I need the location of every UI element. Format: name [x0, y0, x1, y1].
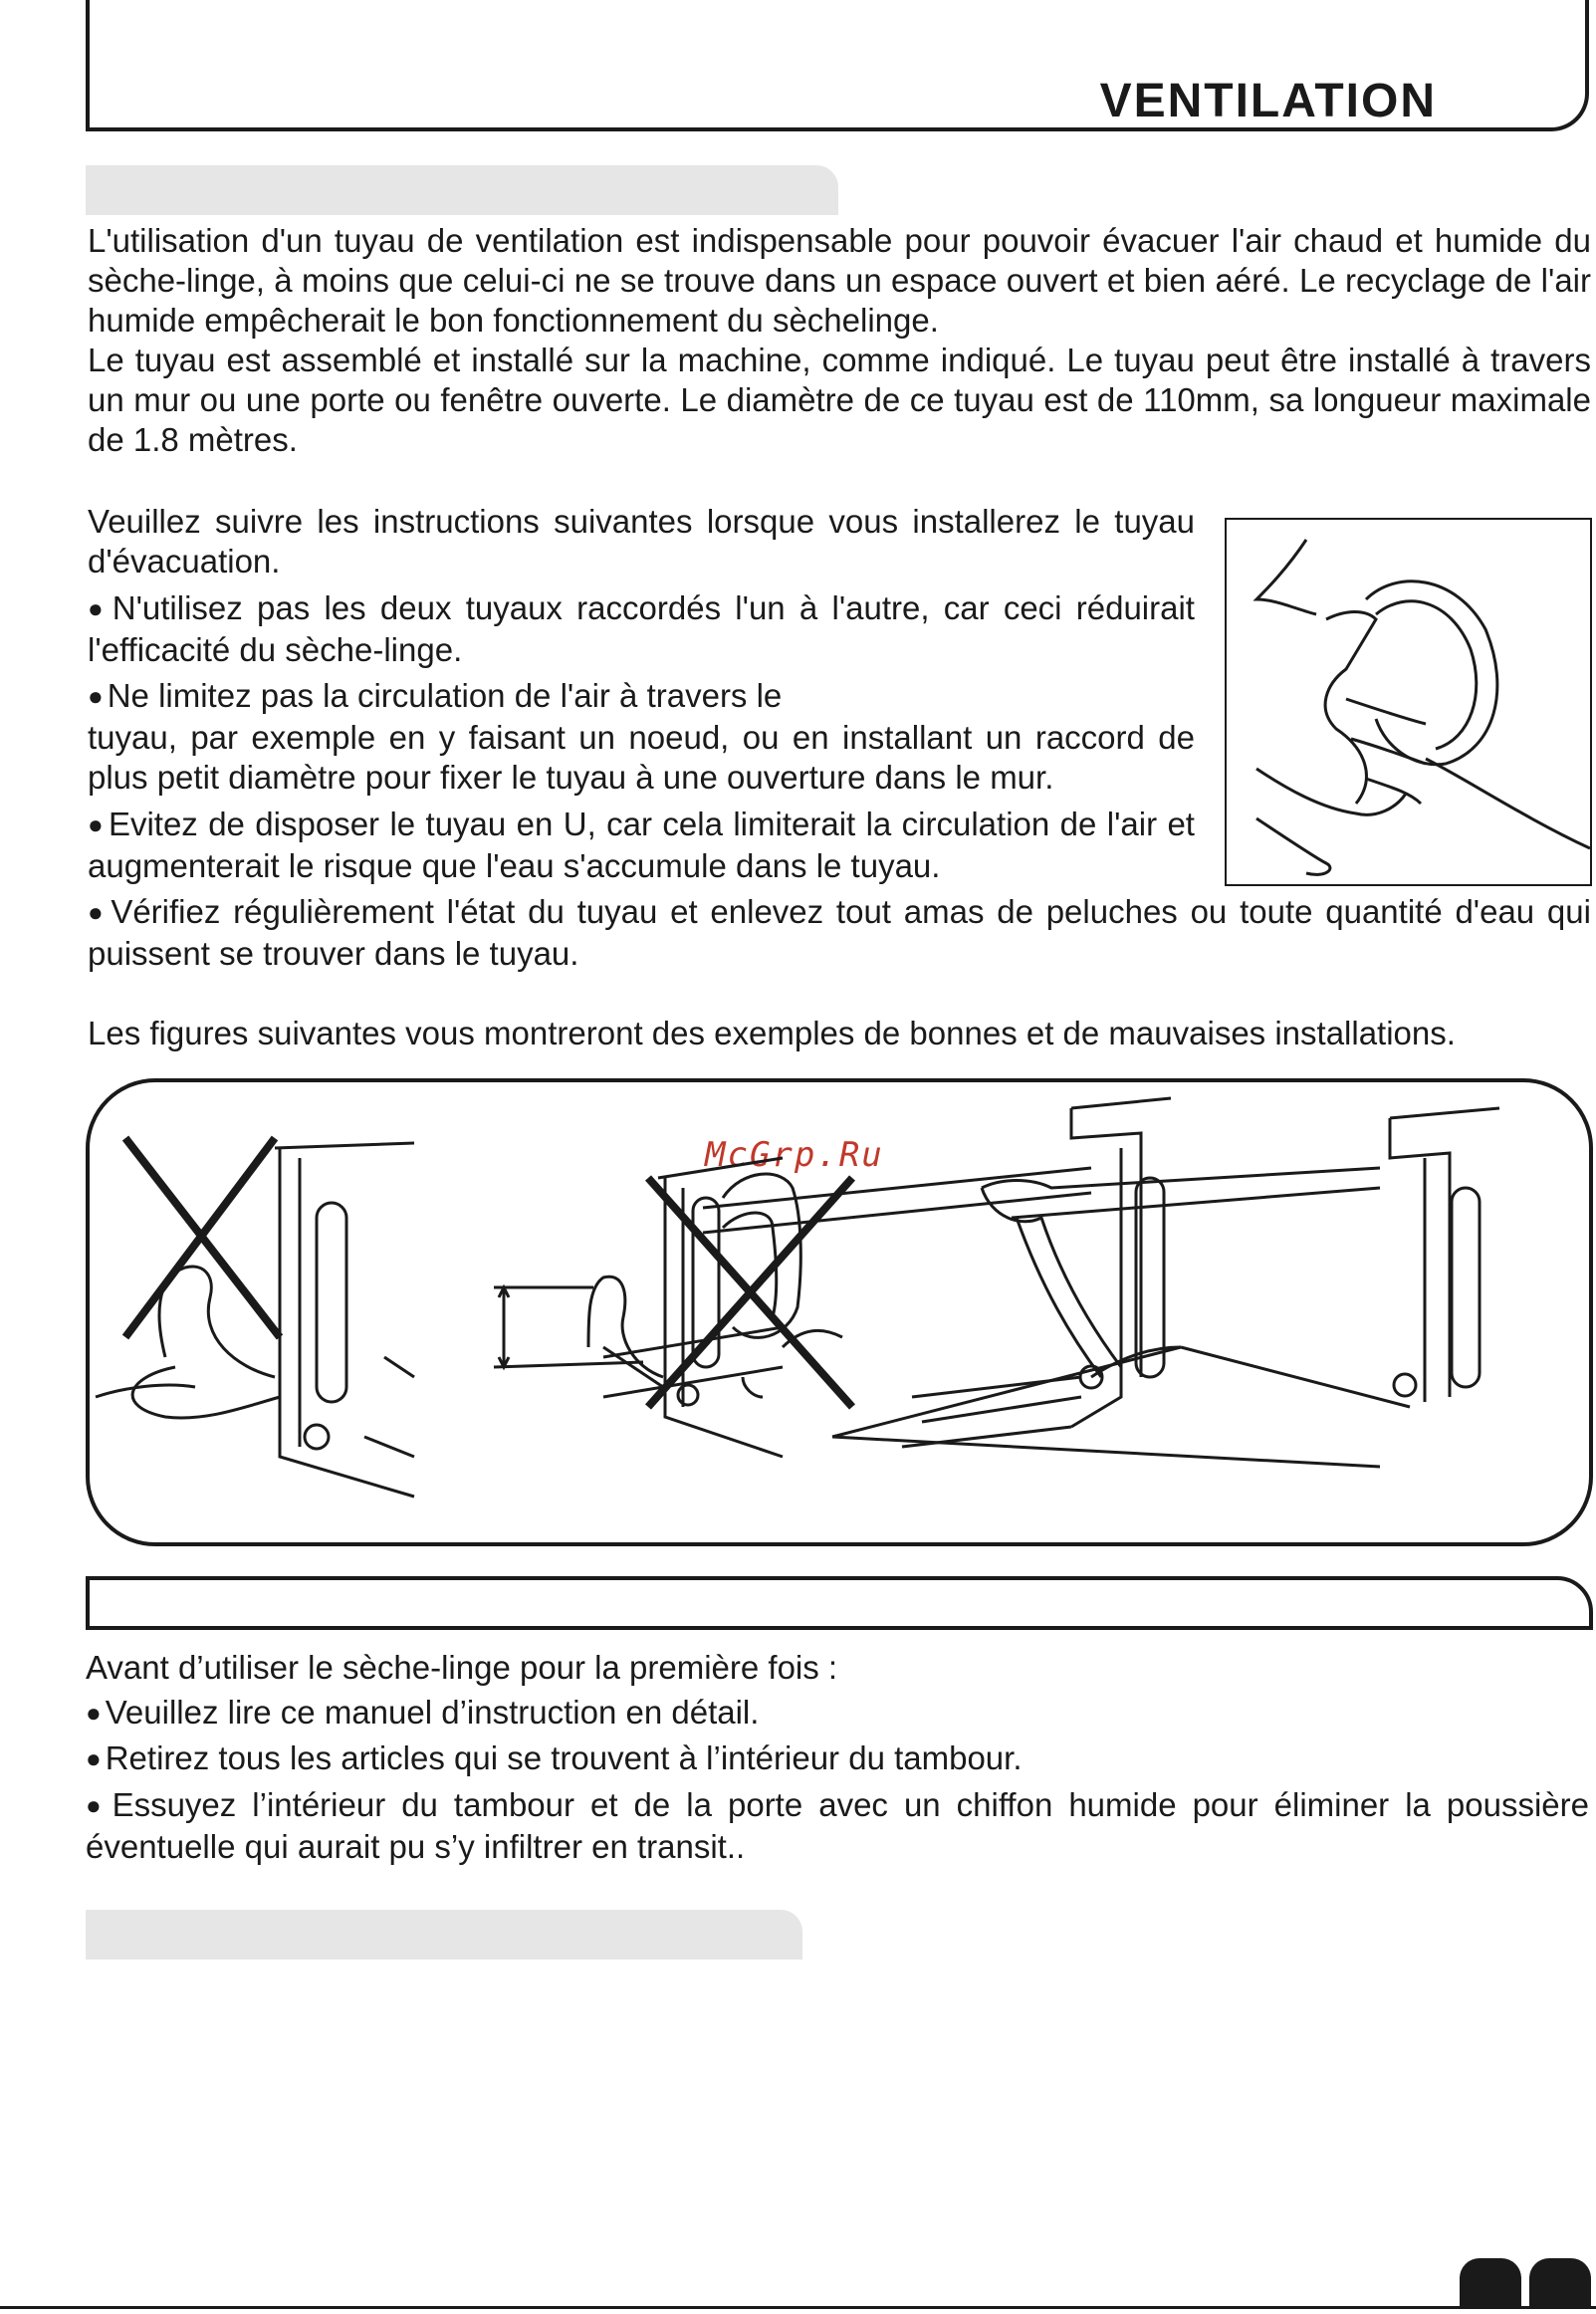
watermark: McGrp.Ru — [705, 1135, 884, 1175]
intro-paragraph-1: L'utilisation d'un tuyau de ventilation est indispensable pour pouvoir évacuer l'air chaud et humide du sèche-linge, à moins que celui-ci ne se trouve dans un espace ouvert et bien aéré. Le recyclage de l'air humide empêcherait le bon fonctionnement du sèchelinge. — [88, 222, 1591, 339]
instruction-bullet-3: ● Evitez de disposer le tuyau en U, car cela limiterait la circulation de l'air et augmenterait le risque que l'eau s'accumule dans le tuyau. — [88, 805, 1195, 886]
first-use-bullet-3: ● Essuyez l’intérieur du tambour et de la porte avec un chiffon humide pour éliminer la poussière éventuelle qui aurait pu s’y infiltrer en transit.. — [86, 1785, 1589, 1867]
figure-good-high-hose — [832, 1108, 1499, 1467]
hand-hose-drawing — [1227, 520, 1590, 884]
instruction-bullet-2a: ● Ne limitez pas la circulation de l'air à travers le — [88, 676, 1195, 718]
first-use-bullet-1: ● Veuillez lire ce manuel d’instruction en détail. — [86, 1693, 1589, 1735]
instruction-bullet-2b: tuyau, par exemple en y faisant un noeud, ou en installant un raccord de plus petit diamètre pour fixer le tuyau à une ouverture dans le mur. — [88, 719, 1195, 796]
page-tab-left — [1460, 2258, 1521, 2306]
page-title: VENTILATION — [1099, 75, 1437, 127]
instruction-bullet-4: ● Vérifiez régulièrement l'état du tuyau et enlevez tout amas de peluches ou toute quantité d'eau qui puissent se trouver dans le tuyau. — [88, 892, 1591, 974]
instruction-bullet-1: ● N'utilisez pas les deux tuyaux raccordés l'un à l'autre, car ceci réduirait l'efficacité du sèche-linge. — [88, 588, 1195, 670]
first-use-lead: Avant d’utiliser le sèche-linge pour la première fois : — [86, 1649, 838, 1686]
section-bar-lower — [86, 1910, 802, 1960]
section-bar-ventilation — [86, 165, 838, 215]
figures-caption: Les figures suivantes vous montreront des exemples de bonnes et de mauvaises installations. — [88, 1015, 1456, 1051]
hose-connection-illustration — [1225, 518, 1592, 886]
footer-rule — [0, 2306, 1596, 2309]
installation-examples-drawing — [86, 1078, 1593, 1546]
page-tab-right — [1529, 2258, 1591, 2306]
instructions-lead: Veuillez suivre les instructions suivantes lorsque vous installerez le tuyau d'évacuation. — [88, 503, 1195, 579]
section-frame-first-use — [86, 1576, 1593, 1630]
figure-bad-u-shape-hose — [603, 1098, 1171, 1447]
first-use-bullet-2: ● Retirez tous les articles qui se trouvent à l’intérieur du tambour. — [86, 1738, 1589, 1780]
intro-paragraph-2: Le tuyau est assemblé et installé sur la machine, comme indiqué. Le tuyau peut être installé à travers un mur ou une porte ou fenêtre ouverte. Le diamètre de ce tuyau est de 110mm, sa longueur maximale de 1.8 mètres. — [88, 342, 1591, 458]
